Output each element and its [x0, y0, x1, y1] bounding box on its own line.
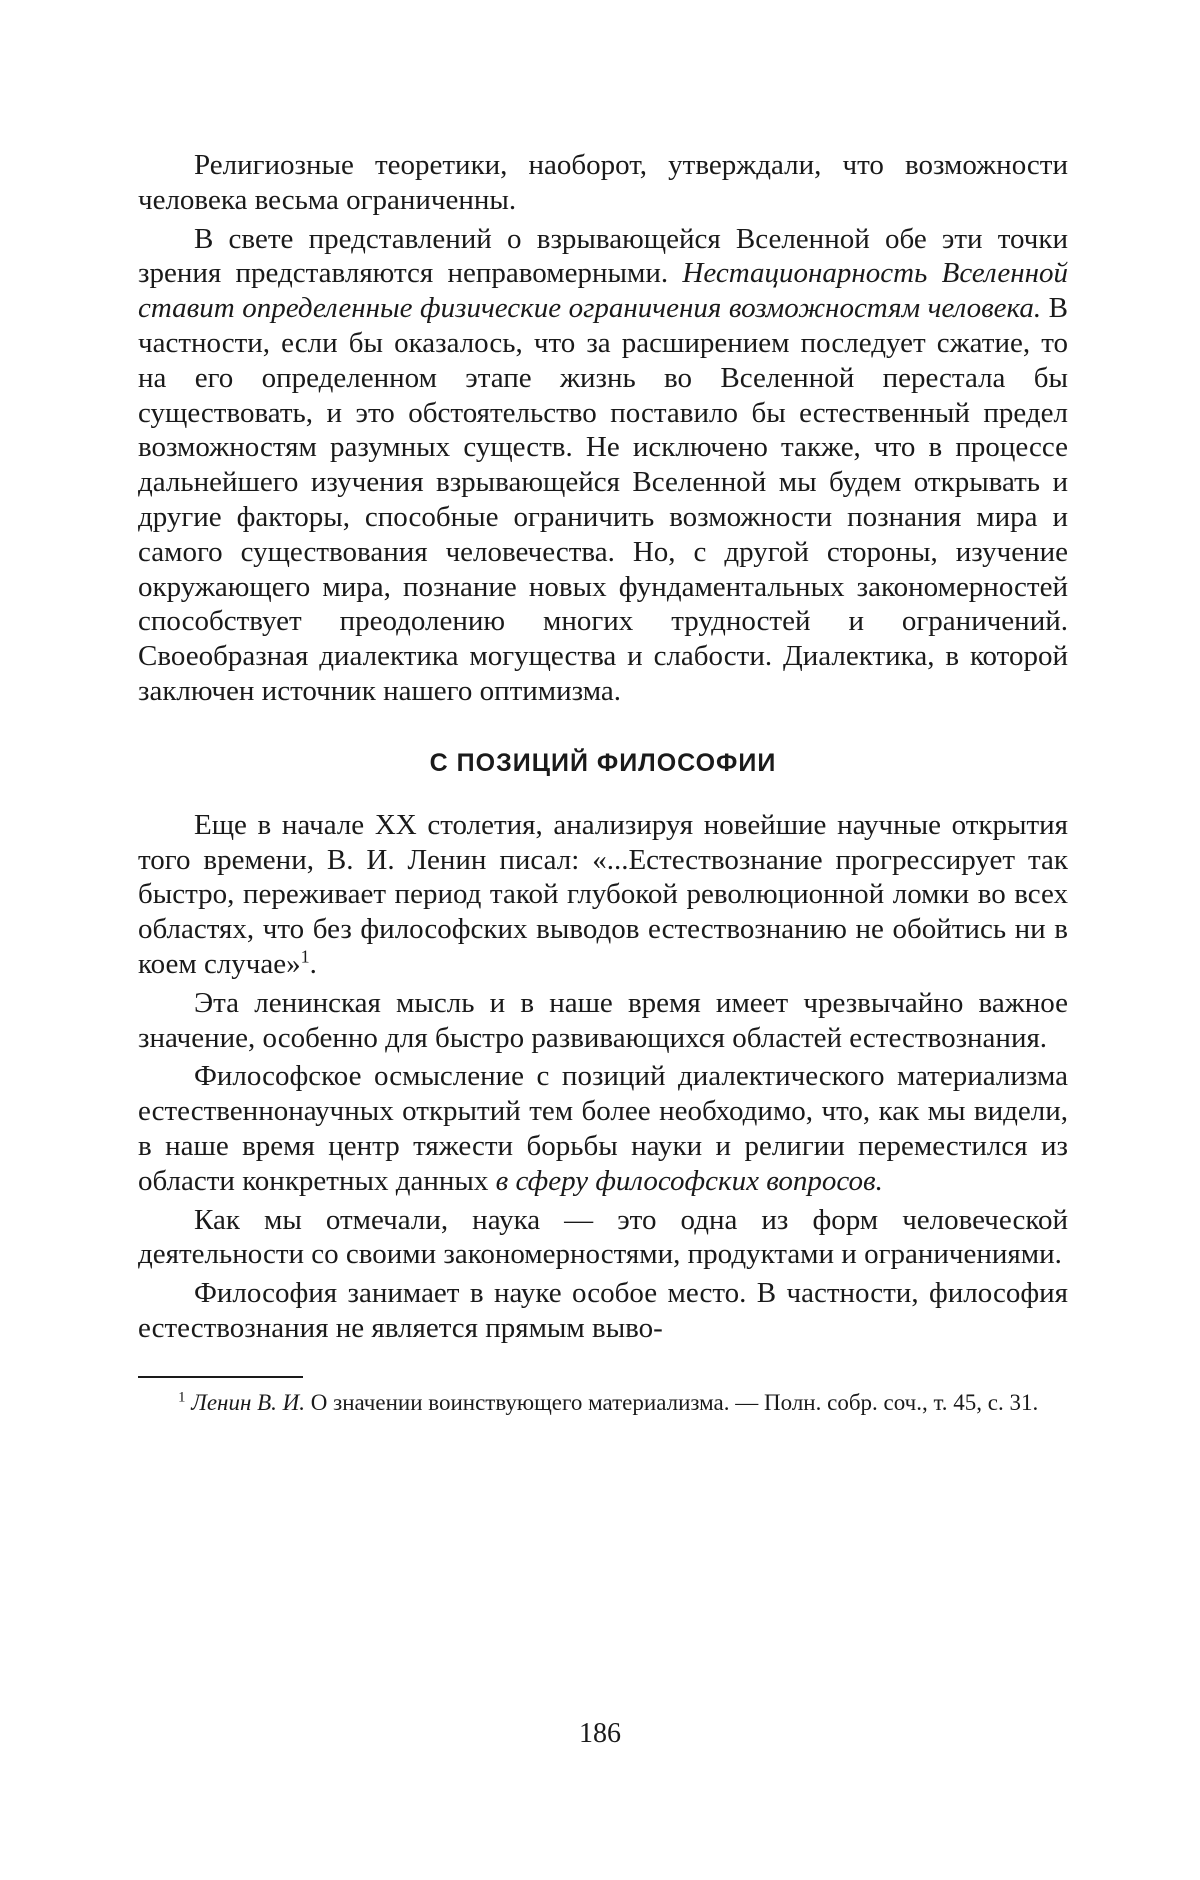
paragraph-text: Эта ленинская мысль и в наше время имеет чрезвычайно важное значение, особенно для быстро развивающихся областей естествознания.: [138, 986, 1068, 1054]
paragraph: [138, 148, 1068, 218]
body-text: [138, 808, 1068, 1346]
book-page: [138, 148, 1068, 1417]
paragraph: [138, 222, 1068, 709]
page-number: 186: [579, 1718, 621, 1749]
footnote-divider: [138, 1376, 303, 1378]
paragraph-text: Философия занимает в науке особое место. В частности, философия естествознания не является прямым выво-: [138, 1277, 1068, 1344]
paragraph-text: В свете представлений о взрывающейся Вселенной обе эти точки зрения представляются неправомерными.: [138, 222, 1068, 290]
paragraph-text: В частности, если бы оказалось, что за расширением последует сжатие, то на его определенном этапе жизнь во Вселенной перестала бы существовать, и это обстоятельство поставило бы естественный предел возможностям разумных существ. Не исключено также, что в процессе дальнейшего изучения взрывающейся Вселенной мы будем открывать и другие факторы, способные ограничить возможности познания мира и самого существования человечества. Но, с другой стороны, изучение окружающего мира, познание новых фундаментальных закономерностей способствует преодолению многих трудностей и ограничений. Своеобразная диалектика могущества и слабости. Диалектика, в которой заключен источник нашего оптимизма.: [138, 292, 1068, 707]
body-text: [138, 148, 1068, 709]
footnote: [138, 1388, 1068, 1417]
paragraph-text: Еще в начале XX столетия, анализируя новейшие научные открытия того времени, В. И. Ленин писал: «...Естествознание прогрессирует так быстро, переживает период такой глубокой революционной ломки во всех областях, что без философских выводов естествознанию не обойтись ни в коем случае»: [138, 808, 1068, 980]
section-heading: С ПОЗИЦИЙ ФИЛОСОФИИ: [429, 748, 777, 777]
paragraph: [138, 986, 1068, 1056]
footnote-author: Ленин В. И.: [191, 1389, 306, 1415]
footnote-reference: 1: [300, 946, 310, 967]
paragraph-text: Как мы отмечали, наука — это одна из форм человеческой деятельности со своими закономерностями, продуктами и ограничениями.: [138, 1203, 1068, 1271]
paragraph: [138, 1059, 1068, 1198]
footnote-text: О значении воинствующего материализма. — Полн. собр. соч., т. 45, с. 31.: [305, 1389, 1039, 1415]
paragraph-text: Философское осмысление с позиций диалектического материализма естественнонаучных открытий тем более необходимо, что, как мы видели, в наше время центр тяжести борьбы науки и религии переместился из области конкретных данных: [138, 1060, 1068, 1197]
footnote-mark: 1: [178, 1389, 186, 1406]
paragraph: [138, 1276, 1068, 1346]
italic-emphasis: в сферу философских вопросов.: [495, 1164, 883, 1197]
paragraph: [138, 1203, 1068, 1273]
italic-emphasis: Нестационарность Вселенной ставит определенные физические ограничения возможностям человека.: [138, 257, 1068, 325]
paragraph-text: .: [309, 947, 317, 980]
paragraph-text: Религиозные теоретики, наоборот, утверждали, что возможности человека весьма ограниченны.: [138, 149, 1068, 216]
paragraph: [138, 808, 1068, 982]
